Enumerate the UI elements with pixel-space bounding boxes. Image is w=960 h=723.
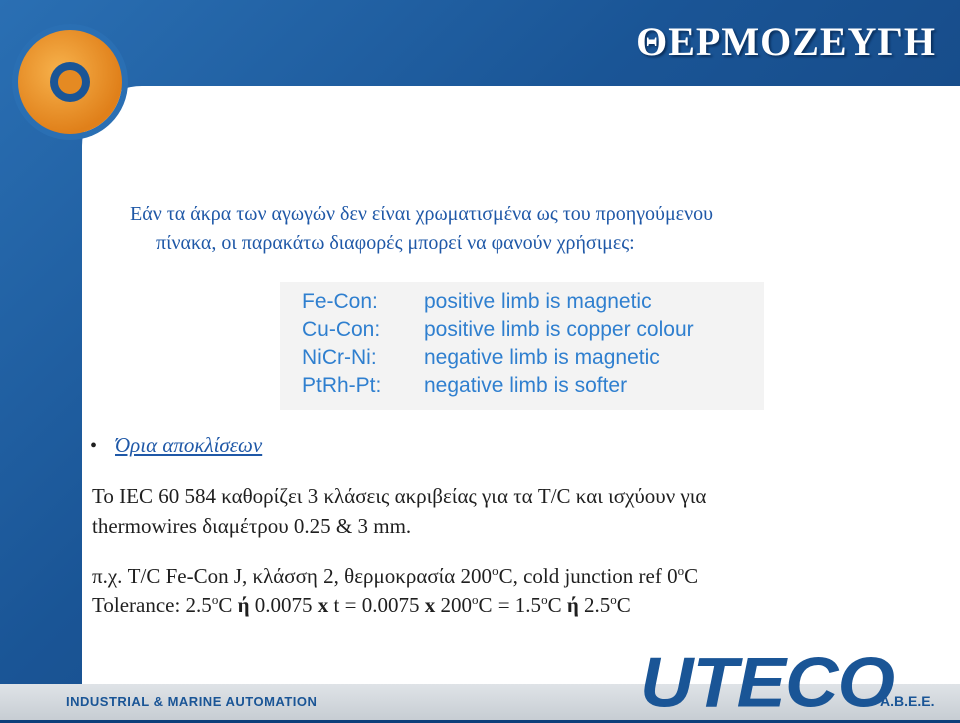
example-text: Tolerance: 2.5	[92, 593, 212, 617]
degree-sup: o	[677, 563, 685, 578]
times-text: x	[424, 593, 436, 617]
degree-sup: o	[471, 592, 479, 607]
section-para-line-2: thermowires διαμέτρου 0.25 & 3 mm.	[92, 514, 412, 538]
example-text: t = 0.0075	[328, 593, 425, 617]
intro-line-1: Εάν τα άκρα των αγωγών δεν είναι χρωματισμένα ως του προηγούμενου	[130, 203, 714, 225]
example-text: 200	[435, 593, 472, 617]
degree-sup: o	[492, 563, 499, 578]
degree-sup: o	[211, 592, 219, 607]
brand-logo: UTECO	[640, 643, 894, 722]
section-heading: Όρια αποκλίσεων	[115, 433, 263, 457]
example-text: C	[684, 564, 699, 588]
intro-text	[130, 200, 910, 258]
bullet-icon: •	[90, 435, 98, 457]
table-row-desc: positive limb is copper colour	[424, 318, 694, 341]
example-text: C, cold junction ref 0	[498, 564, 678, 588]
table-row-type: NiCr-Ni:	[302, 346, 377, 369]
example-text: C	[616, 593, 631, 617]
example-text: C	[547, 593, 567, 617]
table-row-desc: negative limb is magnetic	[424, 346, 660, 369]
thermocouple-table	[280, 282, 764, 410]
degree-sup: o	[541, 592, 548, 607]
section-bullet	[90, 433, 262, 458]
degree-sup: o	[610, 592, 617, 607]
or-text: ή	[566, 593, 579, 617]
example-text: π.χ. T/C Fe-Con J, κλάσση 2, θερμοκρασία 200	[92, 564, 493, 588]
example-text: C	[218, 593, 238, 617]
table-row-type: PtRh-Pt:	[302, 374, 382, 397]
example-line-2	[92, 592, 631, 618]
example-line-1	[92, 563, 698, 589]
example-text: 2.5	[578, 593, 611, 617]
table-row-type: Cu-Con:	[302, 318, 381, 341]
footer-tagline: INDUSTRIAL & MARINE AUTOMATION	[66, 694, 318, 709]
page-title: ΘΕΡΜΟΖΕΥΓΗ	[636, 19, 936, 64]
table-row-desc: positive limb is magnetic	[424, 290, 652, 313]
or-text: ή	[237, 593, 250, 617]
times-text: x	[317, 593, 329, 617]
section-para-line-1: Το IEC 60 584 καθορίζει 3 κλάσεις ακριβείας για τα T/C και ισχύουν για	[92, 484, 707, 508]
example-text: 0.0075	[249, 593, 318, 617]
example-text: C = 1.5	[478, 593, 542, 617]
brand-suffix: A.B.E.E.	[880, 693, 935, 709]
table-row-desc: negative limb is softer	[424, 374, 628, 397]
intro-line-2: πίνακα, οι παρακάτω διαφορές μπορεί να φανούν χρήσιμες:	[156, 232, 635, 254]
company-logo-icon	[18, 30, 122, 134]
table-row-type: Fe-Con:	[302, 290, 378, 313]
